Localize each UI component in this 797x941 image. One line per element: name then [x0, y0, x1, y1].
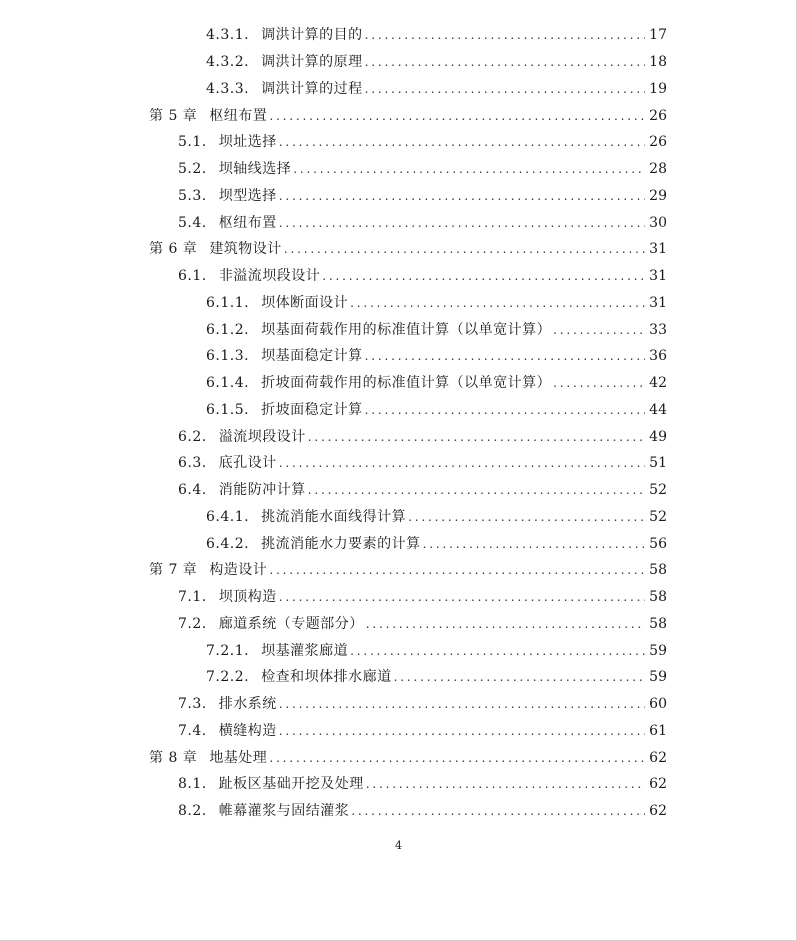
toc-entry-title: 坝轴线选择 [218, 161, 292, 178]
toc-entry-number: 6.4.1. [206, 508, 250, 525]
toc-entry[interactable] [0, 290, 797, 317]
toc-entry-number: 6.1.2. [206, 321, 250, 338]
toc-entry-title: 建筑物设计 [209, 241, 282, 258]
toc-dot-leader [365, 81, 661, 97]
toc-entry-page: 56 [645, 530, 667, 557]
toc-entry-number: 8.1. [178, 776, 207, 793]
toc-entry-page: 59 [645, 637, 667, 664]
toc-entry-title: 调洪计算的过程 [261, 80, 363, 97]
toc-entry-title: 地基处理 [209, 749, 268, 766]
toc-dot-leader [423, 536, 661, 552]
toc-dot-leader [308, 429, 661, 445]
toc-dot-leader [284, 241, 661, 257]
toc-dot-leader [279, 215, 661, 231]
toc-entry-title: 坝基面稳定计算 [261, 348, 363, 365]
toc-entry[interactable] [0, 22, 797, 49]
toc-dot-leader [394, 669, 661, 685]
toc-entry-number: 6.1.1. [206, 294, 250, 311]
toc-entry-line [0, 718, 667, 745]
toc-dot-leader [365, 348, 661, 364]
toc-dot-leader [350, 295, 661, 311]
toc-entry[interactable] [0, 504, 797, 531]
toc-entry-title: 坝顶构造 [218, 589, 277, 606]
toc-entry-number: 4.3.3. [206, 80, 250, 97]
toc-dot-leader [269, 562, 661, 578]
toc-entry-line [0, 584, 667, 611]
toc-entry-line [0, 343, 667, 370]
toc-entry-line [0, 76, 667, 103]
toc-entry[interactable] [0, 397, 797, 424]
toc-entry-number: 6.1.5. [206, 401, 250, 418]
toc-entry-page: 58 [645, 611, 667, 638]
toc-entry-title: 坝体断面设计 [261, 294, 349, 311]
toc-entry-title: 构造设计 [209, 562, 268, 579]
toc-entry-page: 49 [645, 423, 667, 450]
toc-dot-leader [365, 54, 661, 70]
toc-entry-line [0, 49, 667, 76]
toc-entry-number: 4.3.2. [206, 54, 250, 71]
toc-entry-line [0, 530, 667, 557]
toc-entry-line [0, 156, 667, 183]
toc-dot-leader [279, 455, 661, 471]
toc-entry-page: 33 [645, 316, 667, 343]
toc-entry-page: 62 [645, 744, 667, 771]
toc-entry-line [0, 504, 667, 531]
toc-entry-page: 36 [645, 343, 667, 370]
toc-entry-title: 检查和坝体排水廊道 [261, 669, 392, 686]
toc-entry-line [0, 129, 667, 156]
toc-entry[interactable] [0, 664, 797, 691]
toc-dot-leader [308, 482, 661, 498]
toc-entry-number: 6.1.4. [206, 375, 250, 392]
toc-entry-title: 挑流消能水面线得计算 [261, 508, 407, 525]
toc-entry-title: 坝型选择 [218, 187, 277, 204]
toc-entry-page: 18 [645, 49, 667, 76]
toc-entry[interactable] [0, 771, 797, 798]
toc-entry-title: 坝基灌浆廊道 [261, 642, 349, 659]
toc-entry-number: 4.3.1. [206, 27, 250, 44]
toc-entry-page: 61 [645, 718, 667, 745]
toc-entry-line [0, 423, 667, 450]
toc-entry-number: 5.3. [178, 187, 207, 204]
toc-entry-line [0, 798, 667, 825]
toc-entry-number: 6.4. [178, 482, 207, 499]
toc-entry-page: 51 [645, 450, 667, 477]
toc-dot-leader [269, 750, 661, 766]
toc-entry-number: 6.3. [178, 455, 207, 472]
toc-entry-page: 30 [645, 209, 667, 236]
toc-entry[interactable] [0, 183, 797, 210]
toc-entry[interactable] [0, 76, 797, 103]
toc-entry-line [0, 637, 667, 664]
toc-entry-title: 横缝构造 [218, 722, 277, 739]
toc-entry-number: 第 5 章 [149, 107, 198, 124]
toc-entry-page: 31 [645, 290, 667, 317]
toc-entry-number: 6.1.3. [206, 348, 250, 365]
toc-entry-title: 消能防冲计算 [218, 482, 306, 499]
toc-entry-line [0, 771, 667, 798]
toc-dot-leader [279, 589, 661, 605]
toc-entry[interactable] [0, 718, 797, 745]
toc-entry-title: 排水系统 [218, 696, 277, 713]
toc-entry[interactable] [0, 343, 797, 370]
toc-entry-page: 58 [645, 557, 667, 584]
toc-entry-title: 调洪计算的原理 [261, 54, 363, 71]
toc-entry-page: 26 [645, 102, 667, 129]
toc-entry-page: 42 [645, 370, 667, 397]
toc-dot-leader [279, 134, 661, 150]
toc-entry[interactable] [0, 156, 797, 183]
toc-entry-line [0, 370, 667, 397]
toc-entry-number: 第 8 章 [149, 749, 198, 766]
toc-entry-line [0, 397, 667, 424]
toc-dot-leader [279, 696, 661, 712]
toc-entry-page: 29 [645, 183, 667, 210]
toc-entry[interactable] [0, 744, 797, 771]
toc-entry[interactable] [0, 557, 797, 584]
toc-entry-line [0, 183, 667, 210]
toc-entry[interactable] [0, 236, 797, 263]
toc-entry[interactable] [0, 129, 797, 156]
toc-entry-line [0, 102, 667, 129]
toc-entry-line [0, 744, 667, 771]
toc-entry-line [0, 450, 667, 477]
toc-dot-leader [408, 509, 661, 525]
toc-entry-page: 62 [645, 771, 667, 798]
toc-entry[interactable] [0, 49, 797, 76]
toc-dot-leader [351, 803, 661, 819]
toc-entry-page: 58 [645, 584, 667, 611]
toc-entry[interactable] [0, 450, 797, 477]
toc-entry-page: 62 [645, 798, 667, 825]
toc-entry-number: 7.2.2. [206, 669, 250, 686]
toc-entry-page: 59 [645, 664, 667, 691]
toc-entry[interactable] [0, 584, 797, 611]
toc-entry-title: 挑流消能水力要素的计算 [261, 535, 421, 552]
toc-entry-line [0, 236, 667, 263]
toc-entry-number: 7.3. [178, 696, 207, 713]
toc-entry-page: 31 [645, 236, 667, 263]
toc-entry-number: 6.4.2. [206, 535, 250, 552]
toc-dot-leader [279, 188, 661, 204]
toc-dot-leader [366, 776, 661, 792]
toc-entry[interactable] [0, 798, 797, 825]
toc-entry-title: 折坡面荷载作用的标准值计算（以单宽计算） [261, 375, 552, 392]
toc-dot-leader [279, 723, 661, 739]
toc-entry-page: 52 [645, 504, 667, 531]
toc-dot-leader [366, 616, 661, 632]
toc-entry[interactable] [0, 263, 797, 290]
toc-entry-page: 26 [645, 129, 667, 156]
toc-entry-title: 坝址选择 [218, 134, 277, 151]
toc-dot-leader [269, 108, 661, 124]
page-number: 4 [395, 839, 402, 852]
toc-entry-page: 52 [645, 477, 667, 504]
toc-entry[interactable] [0, 477, 797, 504]
toc-entry-line [0, 263, 667, 290]
toc-entry-title: 坝基面荷载作用的标准值计算（以单宽计算） [261, 321, 552, 338]
toc-entry-page: 60 [645, 691, 667, 718]
toc-dot-leader [293, 161, 661, 177]
toc-entry[interactable] [0, 691, 797, 718]
toc-entry-line [0, 557, 667, 584]
toc-entry-line [0, 611, 667, 638]
toc-entry[interactable] [0, 209, 797, 236]
table-of-contents [0, 22, 797, 825]
toc-entry-number: 7.2. [178, 615, 207, 632]
toc-entry-line [0, 290, 667, 317]
toc-entry-title: 枢纽布置 [218, 214, 277, 231]
toc-dot-leader [365, 27, 661, 43]
toc-entry-number: 5.2. [178, 161, 207, 178]
toc-entry[interactable] [0, 316, 797, 343]
toc-entry-number: 6.2. [178, 428, 207, 445]
toc-entry-title: 枢纽布置 [209, 107, 268, 124]
toc-entry-page: 44 [645, 397, 667, 424]
toc-entry-number: 7.2.1. [206, 642, 250, 659]
toc-entry-line [0, 691, 667, 718]
toc-entry-page: 17 [645, 22, 667, 49]
toc-entry-title: 廊道系统（专题部分） [218, 615, 364, 632]
toc-entry-title: 折坡面稳定计算 [261, 401, 363, 418]
toc-entry-line [0, 477, 667, 504]
toc-entry-number: 7.1. [178, 589, 207, 606]
toc-entry-line [0, 316, 667, 343]
toc-entry-number: 5.1. [178, 134, 207, 151]
toc-entry-number: 6.1. [178, 268, 207, 285]
toc-entry-title: 底孔设计 [218, 455, 277, 472]
toc-entry-page: 19 [645, 76, 667, 103]
toc-entry[interactable] [0, 530, 797, 557]
toc-entry-page: 28 [645, 156, 667, 183]
toc-dot-leader [322, 268, 661, 284]
toc-entry-title: 趾板区基础开挖及处理 [218, 776, 364, 793]
toc-entry-title: 调洪计算的目的 [261, 27, 363, 44]
toc-entry[interactable] [0, 423, 797, 450]
toc-entry-page: 31 [645, 263, 667, 290]
toc-entry[interactable] [0, 611, 797, 638]
toc-entry-title: 帷幕灌浆与固结灌浆 [218, 803, 350, 820]
toc-entry-number: 7.4. [178, 722, 207, 739]
toc-entry[interactable] [0, 370, 797, 397]
toc-entry-title: 溢流坝段设计 [218, 428, 306, 445]
toc-entry-number: 第 7 章 [149, 562, 198, 579]
toc-entry-number: 5.4. [178, 214, 207, 231]
toc-entry-number: 第 6 章 [149, 241, 198, 258]
toc-entry-title: 非溢流坝段设计 [218, 268, 321, 285]
toc-entry-line [0, 209, 667, 236]
toc-entry-line [0, 22, 667, 49]
toc-dot-leader [365, 402, 661, 418]
toc-entry[interactable] [0, 637, 797, 664]
toc-entry[interactable] [0, 102, 797, 129]
toc-dot-leader [350, 643, 661, 659]
toc-entry-line [0, 664, 667, 691]
toc-entry-number: 8.2. [178, 803, 207, 820]
